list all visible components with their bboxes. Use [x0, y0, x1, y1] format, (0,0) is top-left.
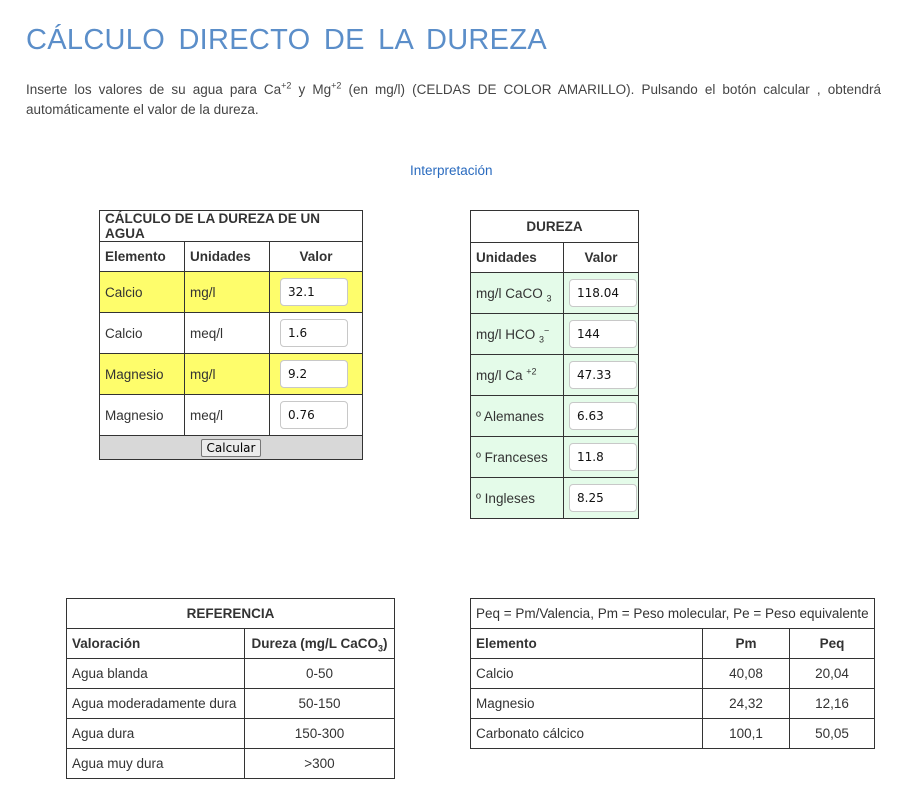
- calc-header-unidades: Unidades: [185, 242, 270, 272]
- dureza-table-caption: DUREZA: [471, 211, 639, 243]
- calc-element-cell: Magnesio: [100, 354, 185, 395]
- dureza-table: [470, 210, 639, 519]
- reference-row: [67, 719, 395, 749]
- dureza-ca-output[interactable]: [569, 361, 637, 389]
- calc-element-cell: Calcio: [100, 272, 185, 313]
- dureza-row: [471, 396, 639, 437]
- reference-range-cell: 150-300: [245, 719, 395, 749]
- reference-table-caption: REFERENCIA: [67, 599, 395, 629]
- calcio-meql-input[interactable]: [280, 319, 348, 347]
- calc-unit-cell: meq/l: [185, 395, 270, 436]
- intro-part-3: (en mg/l) (CELDAS DE COLOR AMARILLO). Pulsando el botón calcular , obtendrá automáticamente el valor de la dureza.: [26, 82, 882, 117]
- magnesio-mgl-input[interactable]: [280, 360, 348, 388]
- reference-label-cell: Agua muy dura: [67, 749, 245, 779]
- dureza-unit-cell: [471, 273, 564, 314]
- peq-header-peq: Peq: [790, 629, 875, 659]
- calc-unit-cell: meq/l: [185, 313, 270, 354]
- dureza-unit-superscript: +2: [526, 366, 537, 376]
- calc-button-cell: [100, 436, 363, 460]
- dureza-row: [471, 355, 639, 396]
- peq-row: [471, 659, 875, 689]
- page-title: CÁLCULO DIRECTO DE LA DUREZA: [26, 24, 547, 56]
- peq-peq-cell: 20,04: [790, 659, 875, 689]
- dureza-value-cell: [564, 396, 639, 437]
- reference-row: [67, 689, 395, 719]
- peq-header-elemento: Elemento: [471, 629, 703, 659]
- dureza-unit-subscript: 3: [539, 334, 545, 345]
- peq-pm-cell: 24,32: [703, 689, 790, 719]
- calcular-button[interactable]: Calcular: [201, 439, 262, 457]
- dureza-row: [471, 273, 639, 314]
- dureza-row: [471, 437, 639, 478]
- intro-text: [26, 80, 881, 120]
- calc-row-calcio-meql: [100, 313, 363, 354]
- calc-unit-cell: mg/l: [185, 354, 270, 395]
- peq-pm-cell: 40,08: [703, 659, 790, 689]
- dureza-unit-cell: º Franceses: [471, 437, 564, 478]
- calc-value-cell: [270, 354, 363, 395]
- dureza-unit-cell: º Alemanes: [471, 396, 564, 437]
- peq-row: [471, 689, 875, 719]
- mg-superscript: +2: [331, 80, 342, 91]
- reference-header-close: ): [383, 636, 388, 651]
- calc-row-calcio-mgl: [100, 272, 363, 313]
- dureza-value-cell: [564, 273, 639, 314]
- dureza-caco3-output[interactable]: [569, 279, 637, 307]
- reference-table: [66, 598, 395, 779]
- interpretation-link[interactable]: Interpretación: [410, 163, 493, 178]
- calcio-mgl-input[interactable]: [280, 278, 348, 306]
- reference-row: [67, 659, 395, 689]
- ca-superscript: +2: [281, 80, 292, 91]
- magnesio-meql-input[interactable]: [280, 401, 348, 429]
- reference-header-valoracion: Valoración: [67, 629, 245, 659]
- peq-header-pm: Pm: [703, 629, 790, 659]
- peq-element-cell: Carbonato cálcico: [471, 719, 703, 749]
- calc-table-caption: CÁLCULO DE LA DUREZA DE UN AGUA: [100, 211, 363, 242]
- dureza-row: [471, 314, 639, 355]
- dureza-unit-cell: [471, 355, 564, 396]
- reference-header-subscript: 3: [378, 643, 384, 654]
- intro-part-2: y Mg: [291, 82, 332, 97]
- reference-range-cell: 50-150: [245, 689, 395, 719]
- reference-range-cell: >300: [245, 749, 395, 779]
- dureza-value-cell: [564, 314, 639, 355]
- dureza-unit-cell: º Ingleses: [471, 478, 564, 519]
- reference-range-cell: 0-50: [245, 659, 395, 689]
- dureza-header-unidades: Unidades: [471, 243, 564, 273]
- peq-table-caption: Peq = Pm/Valencia, Pm = Peso molecular, Pe = Peso equivalente: [471, 599, 875, 629]
- dureza-alemanes-output[interactable]: [569, 402, 637, 430]
- calc-value-cell: [270, 313, 363, 354]
- dureza-franceses-output[interactable]: [569, 443, 637, 471]
- dureza-header-valor: Valor: [564, 243, 639, 273]
- dureza-unit-superscript: −: [544, 325, 550, 335]
- dureza-unit-label: mg/l Ca: [476, 367, 523, 383]
- intro-part-1: Inserte los valores de su agua para Ca: [26, 82, 282, 97]
- dureza-value-cell: [564, 355, 639, 396]
- peq-element-cell: Magnesio: [471, 689, 703, 719]
- dureza-ingleses-output[interactable]: [569, 484, 637, 512]
- reference-label-cell: Agua moderadamente dura: [67, 689, 245, 719]
- calc-element-cell: Magnesio: [100, 395, 185, 436]
- reference-label-cell: Agua blanda: [67, 659, 245, 689]
- calc-unit-cell: mg/l: [185, 272, 270, 313]
- calc-value-cell: [270, 272, 363, 313]
- calc-header-elemento: Elemento: [100, 242, 185, 272]
- reference-header-dureza-text: Dureza (mg/L CaCO: [251, 636, 378, 651]
- reference-header-dureza: [245, 629, 395, 659]
- calc-row-magnesio-mgl: [100, 354, 363, 395]
- reference-row: [67, 749, 395, 779]
- reference-label-cell: Agua dura: [67, 719, 245, 749]
- peq-pm-cell: 100,1: [703, 719, 790, 749]
- dureza-unit-cell: [471, 314, 564, 355]
- hardness-calc-table: [99, 210, 363, 460]
- dureza-value-cell: [564, 478, 639, 519]
- peso-equivalente-table: [470, 598, 875, 749]
- dureza-unit-label: mg/l CaCO: [476, 285, 543, 301]
- calc-row-magnesio-meql: [100, 395, 363, 436]
- dureza-value-cell: [564, 437, 639, 478]
- calc-value-cell: [270, 395, 363, 436]
- calc-element-cell: Calcio: [100, 313, 185, 354]
- peq-element-cell: Calcio: [471, 659, 703, 689]
- peq-peq-cell: 50,05: [790, 719, 875, 749]
- peq-row: [471, 719, 875, 749]
- peq-peq-cell: 12,16: [790, 689, 875, 719]
- dureza-hco3-output[interactable]: [569, 320, 637, 348]
- dureza-unit-label: mg/l HCO: [476, 326, 536, 342]
- dureza-unit-subscript: 3: [546, 293, 552, 304]
- calc-header-valor: Valor: [270, 242, 363, 272]
- dureza-row: [471, 478, 639, 519]
